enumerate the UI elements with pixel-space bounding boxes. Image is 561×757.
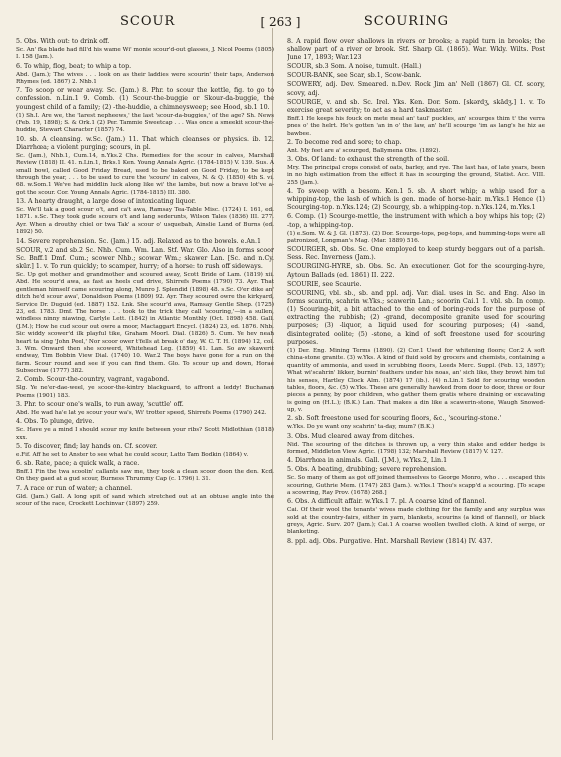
header-right-word: SCOURING bbox=[363, 14, 449, 29]
quotation: Bnff.1 He keeps his fouck on mete meal an' taul' puckles, an' scourges thim t' the verra pnes o' the helrt. He's gotten 'an in o' the law, an' he'll scourge 'im as lang's he hiz ae bawbee. bbox=[287, 115, 545, 137]
header-left-word: SCOUR bbox=[120, 14, 176, 29]
quotation: Abd. (Jam.); The wives . . . look on as their laddies were scourin' their taps, Anderson Rhymes (ed. 1867) 2. Nhb.1 bbox=[16, 71, 274, 86]
dictionary-entry: 4. Diarrhœa in animals. Gall. (J.M.), w.Yks.2, Lin.1 bbox=[287, 457, 448, 465]
dictionary-entry: 3. Obs. Of land: to exhaust the strength of the soil. bbox=[287, 156, 450, 164]
quotation: w.Yks. Do ye want ony scahrin' ta-day, mum? (B.K.) bbox=[287, 424, 435, 431]
quotation: Bnff.1 Fin the twa scoolin' callants saw me, they took a clean scoor doon the den. Kcd. On they gaed at a gud scour, Burness Thrummy Cap (c. 1796) l. 31. bbox=[16, 469, 274, 483]
dictionary-entry: 5. Obs. With out: to drink off. bbox=[16, 38, 110, 45]
quotation: Mry. The principal crops consist of oats, barley, and rye. The last has, of late years, been in no high estimation from the effect it has in scourging the ground, Statist. Acc. VIII. 255 (Jam.). bbox=[287, 165, 545, 186]
dictionary-entry: SCOUR-BANK, see Scar, sb.1, Scow-bank. bbox=[287, 72, 422, 80]
quotation: e.Fif. Aff he set to Anster to see what he could scour, Latto Tam Bodkin (1864) v. bbox=[16, 451, 249, 458]
page-header bbox=[16, 12, 545, 34]
quotation: Nid. The scouring of the ditches is thrown up, a very thin stake and edder hedge is formed, Middleton View Agric. (1798) 132; Marshall Review (1817) V. 127. bbox=[287, 441, 545, 455]
dictionary-entry: 3. Phr. to scour one's walls, to run away, 'scuttle' off. bbox=[16, 401, 184, 408]
dictionary-entry: 6. To whip, flog, beat; to whip a top. bbox=[16, 62, 132, 70]
dictionary-entry: 2. sb. Soft freestone used for scouring floors, &c., 'scouring-stone.' bbox=[287, 415, 502, 423]
dictionary-entry: 4. Obs. To plunge, drive. bbox=[16, 418, 95, 426]
dictionary-entry: 6. Comp. (1) Scourge-mettle, the instrument with which a boy whips his top; (2) -top, a whipping-top. bbox=[287, 213, 545, 229]
dictionary-entry: SCOUR, v.2 and sb.2 Sc. Nhb. Cum. Wm. Lan. Stf. War. Glo. Also in forms scoor Sc. Bnff.1 Dmf. Cum.; scower Nhb.; scowar Wm.; skawer Lan. [Sc. and n.Cy. skūr.] 1. v. To run quickly; to scamper, hurry; of a horse: to rush off sideways. bbox=[16, 246, 274, 270]
dictionary-entry: 14. Severe reprehension. Sc. (Jam.) 15. adj. Relaxed as to the bowels. e.An.1 bbox=[16, 237, 261, 245]
page-number: [ 263 ] bbox=[260, 15, 301, 29]
quotation: (1) e.Som. W. & J. Gl. (1873). (2) Dor. Scourge-tops, peg-tops, and humming-tops were all patronized, Longman's Mag. (Mar. 1889) 516. bbox=[287, 230, 545, 245]
quotation: Gld. (Jam.) Gall. A long spit of sand which stretched out at an obtuse angle into the scour of the race, Crockett Lochinvar (1897) 259. bbox=[16, 493, 274, 508]
quotation: Ant. My feet are a' scourged, Ballymena Obs. (1892). bbox=[287, 147, 441, 154]
dictionary-entry: 5. Obs. A beating, drubbing; severe reprehension. bbox=[287, 466, 447, 474]
quotation: Sc. So many of them as got off joined themselves to George Monro, who . . . escaped this scouring, Guthrie Mem. (1747) 283 (Jam.). w.Yks.1 Thou's scapp'd a scouring. [To scape a scowring, Ray Prov. (1678) 268.] bbox=[287, 475, 545, 496]
dictionary-entry: 3. Obs. Mud cleared away from ditches. bbox=[287, 432, 415, 440]
dictionary-entry: 4. To sweep with a besom. Ken.1 5. sb. A short whip; a whip used for a whipping-top, the lash of which is gen. made of horse-hair. m.Yks.1 Hence (1) Scourging-top. n.Yks.124; (2) Scourgy, sb. a whipping-top. n.Yks.124, m.Yks.1 bbox=[287, 188, 545, 212]
quotation: (1) Sh.I. Are we, the 'larest nepheews,' the last 'scour-da-buggies,' of the age? Sh. News (Feb. 19, 1898); S. & Ork.1 (2) Per. Tammie Sweetcap . . . Was once a smeekit scour-the-huddie, Stewart Character (1857) 74. bbox=[16, 112, 274, 134]
quotation: Sc. Have ye a mind I should scour my knife between your ribs? Scott Midlothian (1818) xxx. bbox=[16, 427, 274, 441]
quotation: Sc. We'll tak a good scour o't, and ca't awa, Ramsay Tea-Table Misc. (1724) I. 161, ed. 1871. s.Sc. They took gude scours o't and lang sederunts, Wilson Tales (1836) III. 277. Ayr. When a drouthy chiel or twa Tak' a scour o' usquebah, Ainslie Land of Burns (ed. 1892) 50. bbox=[16, 207, 274, 236]
dictionary-entry: SCOURGING-HYRE, sb. Obs. Sc. An executioner. Got for the scourging-hyre, Aytoun Ballads (ed. 1861) II. 222. bbox=[287, 263, 545, 279]
quotation: Cai. Of their wool the tenants' wives made clothing for the family and any surplus was sold at the country-fairs, either in yarn, blankets, scourins (a kind of flannel), or black greys, Agric. Surv. 207 (Jam.); Cai.1 A coarse woollen twelled cloth. A kind of serge, or blanketing. bbox=[287, 507, 545, 536]
dictionary-entry: 10. sb. A cleansing. w.Sc. (Jam.) 11. That which cleanses or physics. ib. 12. Diarrhœa; a violent purging; scours, in pl. bbox=[16, 135, 274, 151]
dictionary-entry: SCOURING, vbl. sb., sb. and ppl. adj. Var. dial. uses in Sc. and Eng. Also in forms scaurin, scahrin w.Yks.; scawerin Lan.; scoorin Cai.1 1. vbl. sb. In comp. (1) Scouring-bit, a bit attached to the end of boring-rods for the purpose of extracting the rubbish; (2) -grand, decomposite granite used for scouring purposes; (3) -liquor, a liquid used for scouring purposes; (4) -sand, disintegrated oolite; (5) -stone, a kind of soft freestone used for scouring purposes. bbox=[287, 289, 545, 346]
quotation: (1) Der. Eng. Mining Terms (1890). (2) Cor.1 Used for whitening floors; Cor.2 A soft china-stone granite. (3) w.Yks. A kind of fluid sold by grocers and chemists, containing a quantity of ammonia, and used in scrubbing floors, Leeds Merc. Suppl. (Feb. 13, 1897); What wi'scahrin' likker, burnin' feathers under his noas, an' sich like, they browt him tul his senses, Hartley Clock Alm. (1874) 17 (ib.). (4) n.Lin.1 Sold for scouring wooden tables, floors, &c. (5) w.Yks. These are generally hawked from door to door, three or four pieces a penny, by poor children, who gather them gratis where draining or excavating is going on (H.L.); (B.K.) Lan. That makes a din like a scawerin-stone, Waugh Snowed-up, v. bbox=[287, 347, 545, 414]
dictionary-entry: 8. A rapid flow over shallows in rivers or brooks; a rapid turn in brooks; the shallow part of a river or brook. Stf. Sharp Gl. (1865). War. Wkly. Wilts. Post June 17, 1893; War.123 bbox=[287, 38, 545, 62]
dictionary-entry: 6. sb. Rate, pace; a quick walk, a race. bbox=[16, 460, 140, 468]
quotation: Sc. (Jam.), Nhb.1, Cum.14, n.Yks.2 Chs. Remedies for the scour in calves, Marshall Review (1818) II. 41. n.Lin.1, Brks.1 Ken. Young Annals Agric. (1784-1815) V. 139. Sus. A small bowl, called Good Friday Bread, used to be baked on Good Friday, to be kept through the year, . . . to be used to cure the 'scours' in calves, N. & Q. (1850) 4th S. vi. 68. w.Som.1 We've had middlin luck along like wi' the lambs, but now a brave lot've a-got the scour. Cor. Young Annals Agric. (1784-1815) III. 380. bbox=[16, 152, 274, 196]
dictionary-entry: 7. A race or run of water; a channel. bbox=[16, 484, 133, 492]
dictionary-entry: SCOURGE, v. and sb. Sc. Irel. Yks. Ken. Dor. Som. [skərdʒ, skādʒ.] 1. v. To exercise great severity; to act as a hard taskmaster. bbox=[287, 98, 545, 114]
right-column bbox=[287, 38, 545, 756]
quotation: Sc. An' fka blade had fill'd his wame Wi' monie scour'd-out glasses, J. Nicol Poems (1805) I. 158 (Jam.). bbox=[16, 47, 274, 61]
dictionary-entry: 2. To become red and sore; to chap. bbox=[287, 138, 402, 146]
dictionary-entry: 13. A hearty draught, a large dose of intoxicating liquor. bbox=[16, 198, 196, 206]
quotation: Slg. Ye ne'er-dae-weel, ye scoor-the-kintry blackguard, to affront a leddy! Buchanan Poems (1901) 183. bbox=[16, 385, 274, 399]
dictionary-entry: 2. Comb. Scour-the-country, vagrant, vagabond. bbox=[16, 376, 170, 384]
dictionary-entry: 6. Obs. A difficult affair. w.Yks.1 7. pl. A coarse kind of flannel. bbox=[287, 498, 487, 506]
left-column bbox=[16, 38, 274, 756]
dictionary-entry: SCOURIE, see Scaurie. bbox=[287, 280, 362, 288]
dictionary-entry: 7. To scoop or wear away. Sc. (Jam.) 8. Phr. to scour the kettle, fig. to go to confession. n.Lin.1 9. Comb. (1) Scour-the-buggie or Skour-da-buggie, the youngest child of a family; (2) -the-huddie, a chimneysweep; see Hood, sb.1 10. bbox=[16, 87, 274, 111]
quotation: Sc. Up got mother and grandmother and scoured away, Scott Bride of Lam. (1819) xii. Abd. He scour'd awa, as fast as heels cud drive, Shirrefs Poems (1790) 73. Ayr. That gentleman himself came scouring along, Munro J. Splendid (1898) 48. s.Sc. O'er dike an' ditch he'd scour awa', Donaldson Poems (1809) 92. Ayr. They scoured owre the kirkyard, Service Dr. Duguid (ed. 1887) 152. Lnk. She scour'd awa, Ramsay Gentle Shep. (1725) 23, ed. 1783. Dmf. The horse . . . took to the trick they call 'scouring,'—in a sullen, windless ninny niawing, Carlyle Lett. (1842) in Atlantic Monthly (Oct. 1898) 458. Gall. (J.M.); How he cud scour out owre a moor, Mactaggart Encycl. (1824) 23, ed. 1876. Nhb. Sic widdy scower'd ilk playful tike, Graham Moorl. Dial. (1826) 5. Cum. Ye hev neah heart ta sing 'John Peel,' Nor scoor ower t'fells at break o' day, W. C. T. H. (1894) 12, col. 3. Wm. Onward then she scowerd, Whitehead Leg. (1859) 41. Lan. So aw skawerit endway, Tim Bobbin View Dial. (1740) 10. War.2 The boys have gone for a run on the farm. Scour round and see if you can find them. Glo. To scour up and down, Horae Subsecivae (1777) 382. bbox=[16, 271, 274, 375]
dictionary-entry: SCOURGER, sb. Obs. Sc. One employed to keep sturdy beggars out of a parish. Sess. Rec. Inverness (Jam.). bbox=[287, 246, 545, 262]
dictionary-entry: 8. ppl. adj. Obs. Purgative. Hnt. Marshall Review (1814) IV. 437. bbox=[287, 537, 493, 545]
dictionary-entry: SCOUR, sb.3 Som. A noise, tumult. (Hall.) bbox=[287, 63, 422, 71]
columns bbox=[16, 38, 545, 756]
dictionary-entry: 5. To discover, find; lay hands on. Cf. scover. bbox=[16, 442, 158, 450]
quotation: Abd. He wad ha'e lat ye scour your wa's, Wi' trotter speed, Shirrefs Poems (1790) 242. bbox=[16, 410, 267, 416]
dictionary-entry: SCOWERY, adj. Dev. Smeared. n.Dev. Rock Jim an' Nell (1867) Gl. Cf. scory, scovy, adj. bbox=[287, 81, 545, 97]
